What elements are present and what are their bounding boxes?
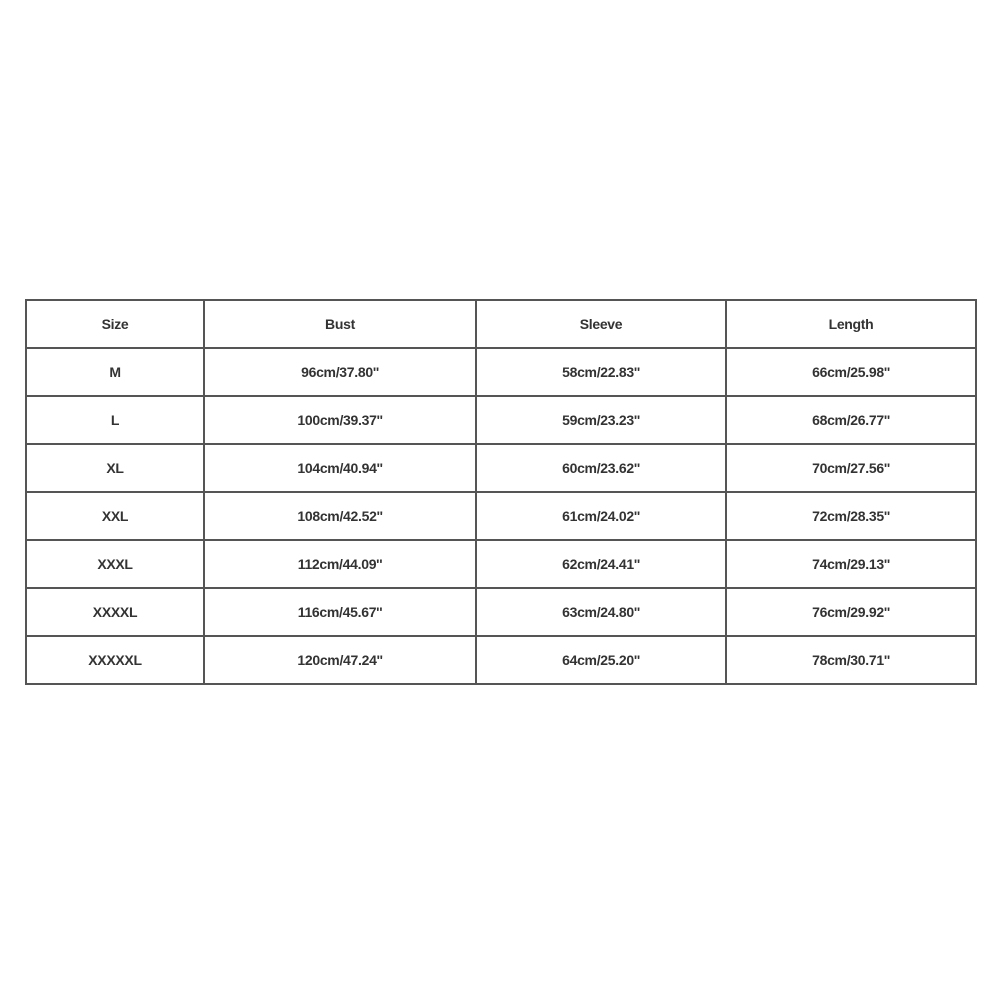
header-size: Size bbox=[26, 300, 204, 348]
cell-sleeve: 62cm/24.41'' bbox=[476, 540, 726, 588]
table-row bbox=[26, 348, 976, 396]
table-row bbox=[26, 588, 976, 636]
cell-size: M bbox=[26, 348, 204, 396]
cell-bust: 104cm/40.94'' bbox=[204, 444, 476, 492]
table-row bbox=[26, 636, 976, 684]
table-row bbox=[26, 444, 976, 492]
header-length: Length bbox=[726, 300, 976, 348]
cell-length: 66cm/25.98'' bbox=[726, 348, 976, 396]
cell-length: 70cm/27.56'' bbox=[726, 444, 976, 492]
cell-size: XXXXL bbox=[26, 588, 204, 636]
table-row bbox=[26, 540, 976, 588]
cell-length: 72cm/28.35'' bbox=[726, 492, 976, 540]
cell-sleeve: 59cm/23.23'' bbox=[476, 396, 726, 444]
cell-sleeve: 64cm/25.20'' bbox=[476, 636, 726, 684]
cell-sleeve: 60cm/23.62'' bbox=[476, 444, 726, 492]
header-row bbox=[26, 300, 976, 348]
table-row bbox=[26, 396, 976, 444]
cell-bust: 120cm/47.24'' bbox=[204, 636, 476, 684]
cell-bust: 108cm/42.52'' bbox=[204, 492, 476, 540]
cell-length: 74cm/29.13'' bbox=[726, 540, 976, 588]
cell-bust: 116cm/45.67'' bbox=[204, 588, 476, 636]
cell-sleeve: 61cm/24.02'' bbox=[476, 492, 726, 540]
size-chart-body bbox=[26, 348, 976, 684]
cell-bust: 96cm/37.80'' bbox=[204, 348, 476, 396]
cell-size: L bbox=[26, 396, 204, 444]
cell-length: 78cm/30.71'' bbox=[726, 636, 976, 684]
table-row bbox=[26, 492, 976, 540]
cell-size: XXXXXL bbox=[26, 636, 204, 684]
header-sleeve: Sleeve bbox=[476, 300, 726, 348]
size-chart-table bbox=[25, 299, 977, 685]
cell-length: 68cm/26.77'' bbox=[726, 396, 976, 444]
cell-size: XL bbox=[26, 444, 204, 492]
header-bust: Bust bbox=[204, 300, 476, 348]
cell-sleeve: 63cm/24.80'' bbox=[476, 588, 726, 636]
cell-size: XXXL bbox=[26, 540, 204, 588]
cell-length: 76cm/29.92'' bbox=[726, 588, 976, 636]
cell-size: XXL bbox=[26, 492, 204, 540]
cell-bust: 100cm/39.37'' bbox=[204, 396, 476, 444]
cell-sleeve: 58cm/22.83'' bbox=[476, 348, 726, 396]
cell-bust: 112cm/44.09'' bbox=[204, 540, 476, 588]
size-chart-header bbox=[26, 300, 976, 348]
